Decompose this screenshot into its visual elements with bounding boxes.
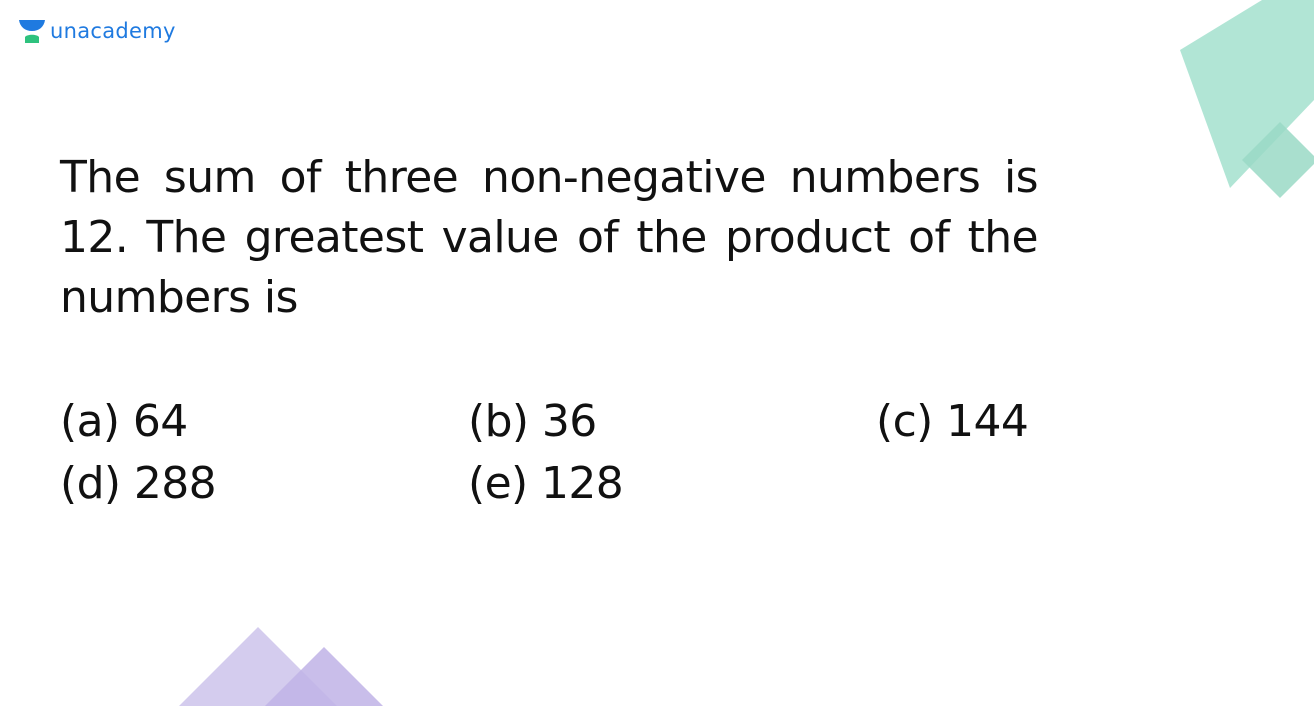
option-c: (c) 144 bbox=[876, 396, 1029, 447]
answer-options bbox=[60, 392, 1060, 514]
option-b: (b) 36 bbox=[468, 396, 597, 447]
teal-diamond-small bbox=[1242, 122, 1314, 198]
teal-diamond-large bbox=[1180, 0, 1314, 188]
option-a: (a) 64 bbox=[60, 396, 188, 447]
option-d: (d) 288 bbox=[60, 458, 217, 509]
lavender-triangle-large bbox=[179, 627, 337, 706]
unacademy-logo-icon bbox=[18, 18, 46, 44]
option-e: (e) 128 bbox=[468, 458, 624, 509]
brand-name: unacademy bbox=[50, 18, 176, 43]
question-text: The sum of three non-negative numbers is 12. The greatest value of the product of the numbers is bbox=[60, 152, 1038, 323]
unacademy-logo bbox=[18, 18, 176, 44]
lavender-triangle-small bbox=[265, 647, 383, 706]
